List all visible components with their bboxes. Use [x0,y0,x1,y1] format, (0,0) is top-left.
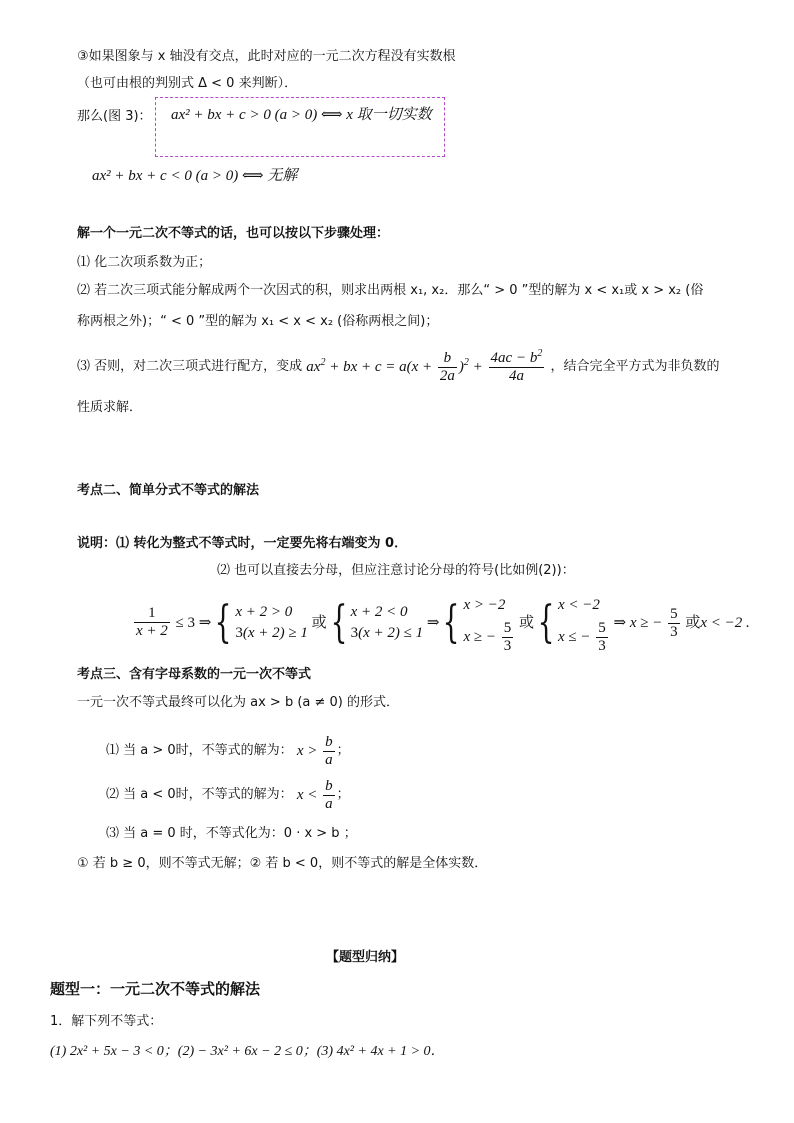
step-3-line1 [77,347,719,388]
steps-intro: 解一个一元二次不等式的话，也可以按以下步骤处理： [77,226,390,241]
completing-square-formula: $ax^2$ + bx + c = a(x + $\frac{b}{2a}$ )$^2$ + $\frac{4ac - b^2}{4a}$ [306,348,543,385]
step-3-line2: 性质求解． [77,400,143,415]
kaodian3-case1: ⑴ 当 a > 0时，不等式的解为： x > $\frac{b}{a}$ ； [106,731,350,772]
or-word: 或 [518,614,534,631]
kaodian3-case2: ⑵ 当 a < 0时，不等式的解为： x < $\frac{b}{a}$ ； [106,775,350,816]
formula-no-solution: ax² + bx + c < 0 (a > 0) ⟺ 无解 [92,168,298,184]
case2-prefix: ⑵ 当 a < 0时，不等式的解为： [106,787,293,802]
case3-then-prefix: 那么(图 3)： [77,109,152,124]
box-formula: ax² + bx + c > 0 (a > 0) ⟺ x 取一切实数 [171,107,432,123]
fraction-inequality-derivation: $\frac{1}{x + 2}$ ≤ 3 ⇒{ x + 2 > 0 3(x + 2) ≥ 1 或{ x + 2 < 0 3(x + 2) ≤ 1 ⇒{ x > −2 x ≥ − $\frac{5}{3}$ 或{ x < −2 x ≤ − $\frac{5}{3}$ ⇒ x ≥ − $\frac{5}{3}$ 或x < −2 . [132,590,750,655]
problem1-items: (1) 2x² + 5x − 3 < 0；(2) − 3x² + 6x − 2 ≤ 0；(3) 4x² + 4x + 1 > 0． [50,1044,445,1059]
kaodian3-conclusion: ① 若 b ≥ 0，则不等式无解；② 若 b < 0，则不等式的解是全体实数． [77,856,488,871]
step-2-line2: 称两根之外)；“ < 0 ”型的解为 x₁ < x < x₂ (俗称两根之间)； [77,314,439,329]
kaodian2-note1: 说明：⑴ 转化为整式不等式时，一定要先将右端变为 0． [77,536,408,551]
kaodian3-intro: 一元一次不等式最终可以化为 ax > b (a ≠ 0) 的形式． [77,695,400,710]
step-3-prefix: ⑶ 否则，对二次三项式进行配方，变成 [77,359,303,374]
case3-line1: ③如果图象与 x 轴没有交点，此时对应的一元二次方程没有实数根 [77,49,456,64]
or-word: 或 [311,614,327,631]
problem1-label: 1．解下列不等式： [50,1014,163,1029]
case3-line2: （也可由根的判别式 Δ < 0 来判断）． [77,76,298,91]
or-word: 或 [685,614,701,631]
kaodian3-case3: ⑶ 当 a = 0 时，不等式化为：0 · x > b ； [106,826,357,841]
type1-title: 题型一：一元二次不等式的解法 [50,980,261,998]
step-3-suffix: ，结合完全平方式为非负数的 [550,359,720,374]
case1-prefix: ⑴ 当 a > 0时，不等式的解为： [106,743,293,758]
summary-heading: 【题型归纳】 [326,950,405,965]
kaodian3-title: 考点三、含有字母系数的一元一次不等式 [77,667,312,682]
kaodian2-title: 考点二、简单分式不等式的解法 [77,483,260,498]
step-1: ⑴ 化二次项系数为正； [77,255,212,270]
step-2-line1: ⑵ 若二次三项式能分解成两个一次因式的积，则求出两根 x₁, x₂．那么“ > 0 ”型的解为 x < x₁或 x > x₂ (俗 [77,283,704,298]
kaodian2-note2: ⑵ 也可以直接去分母，但应注意讨论分母的符号(比如例(2))： [217,563,575,578]
